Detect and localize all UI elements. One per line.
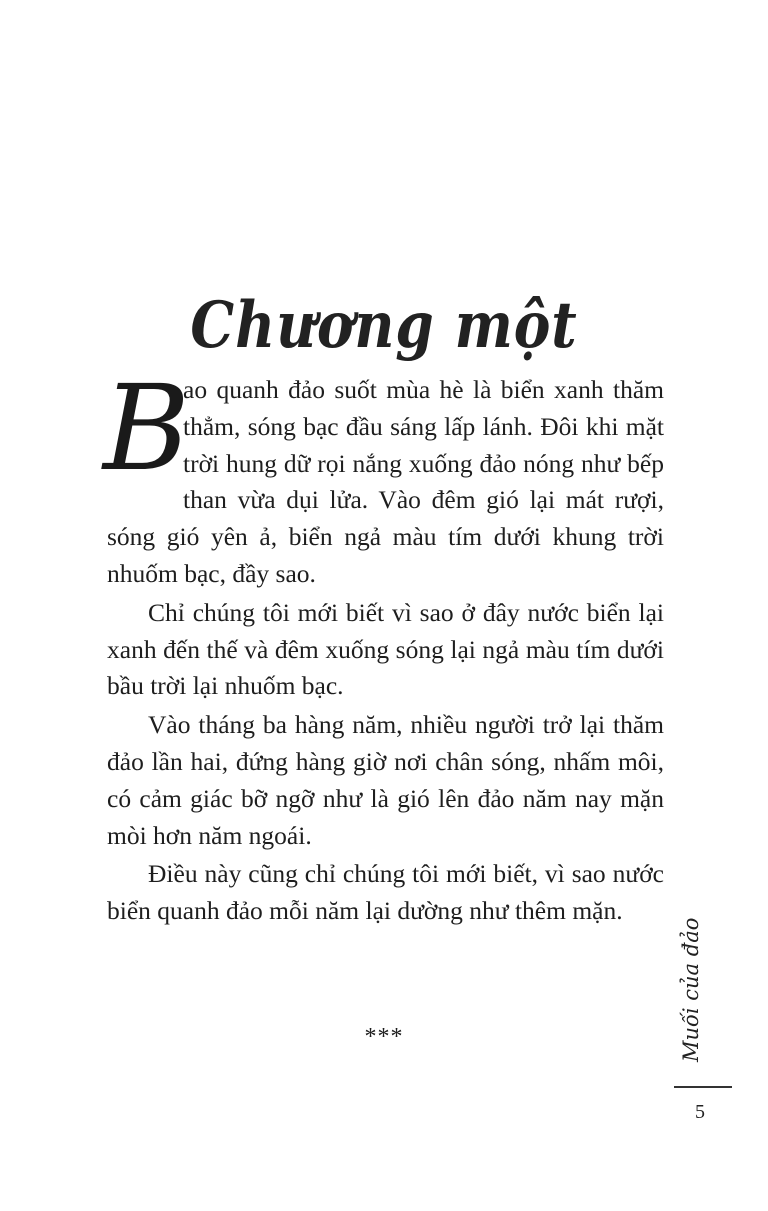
paragraph-1-text: ao quanh đảo suốt mùa hè là biển xanh thăm thẳm, sóng bạc đầu sáng lấp lánh. Đôi khi mặt trời hung dữ rọi nắng xuống đảo nóng như bếp than vừa dụi lửa. Vào đêm gió lại mát rượi, sóng gió yên ả, biển ngả màu tím dưới khung trời nhuốm bạc, đầy sao. bbox=[107, 375, 664, 588]
chapter-body bbox=[103, 359, 664, 932]
page-number-rule bbox=[674, 1086, 732, 1088]
drop-cap: B bbox=[103, 359, 190, 497]
page-number: 5 bbox=[695, 1101, 705, 1123]
running-title: Muối của đảo bbox=[679, 917, 703, 1062]
section-separator: *** bbox=[364, 1024, 404, 1050]
paragraph-4: Điều này cũng chỉ chúng tôi mới biết, vì sao nước biển quanh đảo mỗi năm lại dường như thêm mặn. bbox=[107, 859, 664, 926]
paragraph-3: Vào tháng ba hàng năm, nhiều người trở lại thăm đảo lần hai, đứng hàng giờ nơi chân sóng, nhấm môi, có cảm giác bỡ ngỡ như là gió lên đảo năm nay mặn mòi hơn năm ngoái. bbox=[107, 710, 664, 850]
paragraph-2: Chỉ chúng tôi mới biết vì sao ở đây nước biển lại xanh đến thế và đêm xuống sóng lại ngả màu tím dưới bầu trời lại nhuốm bạc. bbox=[107, 597, 664, 701]
chapter-title: Chương một bbox=[190, 287, 578, 363]
paragraph-1 bbox=[103, 359, 664, 593]
